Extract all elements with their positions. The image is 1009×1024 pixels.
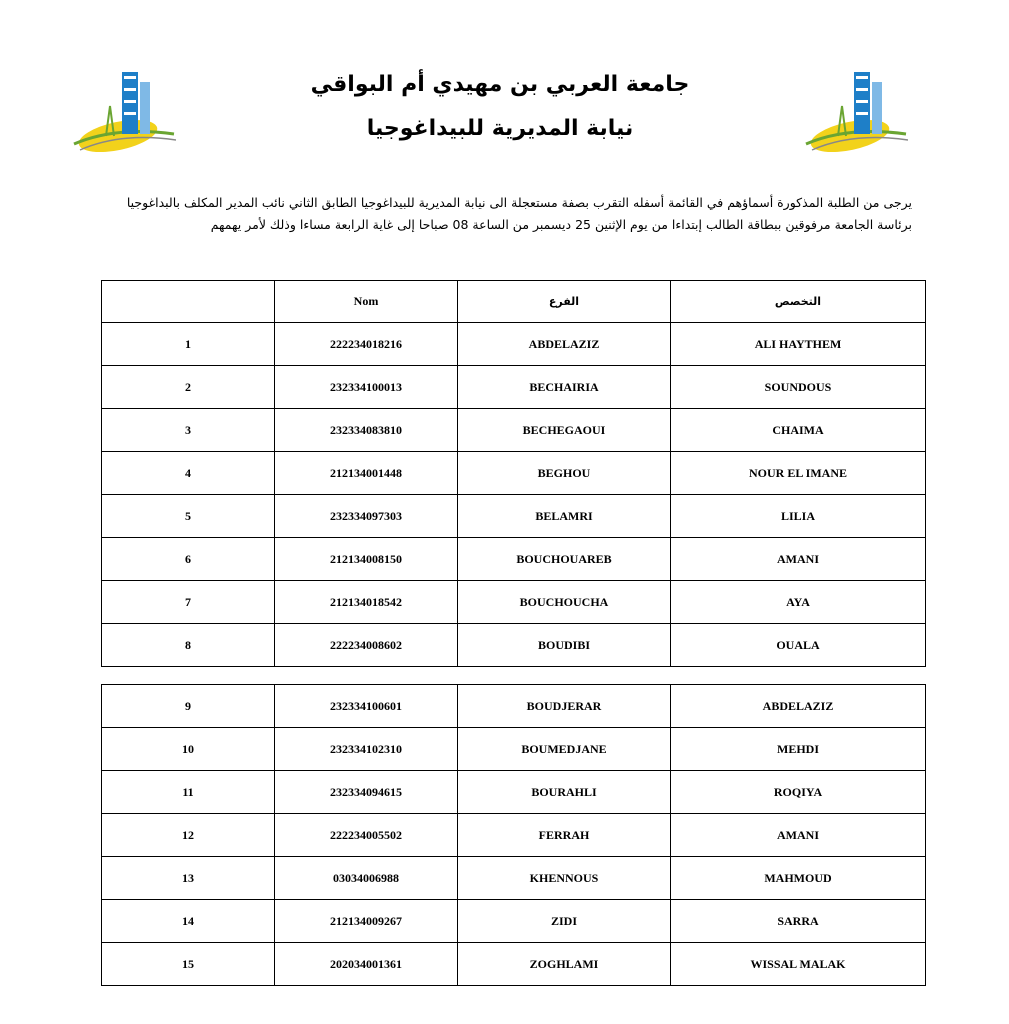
notice-text <box>100 192 912 236</box>
university-logo-icon <box>66 66 176 162</box>
row-firstname: MEHDI <box>671 728 926 771</box>
row-surname: KHENNOUS <box>458 857 671 900</box>
row-id: 212134018542 <box>275 581 458 624</box>
table-row <box>102 581 926 624</box>
table-row <box>102 624 926 667</box>
header-nom: Nom <box>275 281 458 323</box>
row-number: 14 <box>102 900 275 943</box>
table-row <box>102 452 926 495</box>
row-number: 9 <box>102 685 275 728</box>
row-surname: BEGHOU <box>458 452 671 495</box>
row-number: 6 <box>102 538 275 581</box>
students-table-part-2 <box>101 684 926 986</box>
row-id: 232334083810 <box>275 409 458 452</box>
university-logo-left <box>66 66 176 162</box>
row-number: 8 <box>102 624 275 667</box>
row-firstname: LILIA <box>671 495 926 538</box>
row-id: 202034001361 <box>275 943 458 986</box>
row-number: 13 <box>102 857 275 900</box>
table-row <box>102 728 926 771</box>
row-id: 232334097303 <box>275 495 458 538</box>
row-surname: BOURAHLI <box>458 771 671 814</box>
row-id: 222234008602 <box>275 624 458 667</box>
row-firstname: ROQIYA <box>671 771 926 814</box>
row-firstname: AMANI <box>671 538 926 581</box>
row-id: 03034006988 <box>275 857 458 900</box>
row-number: 12 <box>102 814 275 857</box>
row-surname: BOUDJERAR <box>458 685 671 728</box>
row-id: 222234005502 <box>275 814 458 857</box>
table-row <box>102 685 926 728</box>
row-firstname: SARRA <box>671 900 926 943</box>
row-surname: BELAMRI <box>458 495 671 538</box>
row-id: 232334100601 <box>275 685 458 728</box>
row-id: 212134008150 <box>275 538 458 581</box>
row-number: 2 <box>102 366 275 409</box>
header-number <box>102 281 275 323</box>
table-row <box>102 323 926 366</box>
table-row <box>102 900 926 943</box>
row-firstname: AYA <box>671 581 926 624</box>
row-number: 10 <box>102 728 275 771</box>
row-firstname: CHAIMA <box>671 409 926 452</box>
row-firstname: SOUNDOUS <box>671 366 926 409</box>
row-surname: BOUCHOUCHA <box>458 581 671 624</box>
table-row <box>102 495 926 538</box>
row-surname: ABDELAZIZ <box>458 323 671 366</box>
table-row <box>102 409 926 452</box>
table-row <box>102 943 926 986</box>
row-firstname: AMANI <box>671 814 926 857</box>
row-id: 222234018216 <box>275 323 458 366</box>
row-surname: BECHAIRIA <box>458 366 671 409</box>
university-logo-icon <box>798 66 908 162</box>
row-firstname: WISSAL MALAK <box>671 943 926 986</box>
table-row <box>102 771 926 814</box>
row-surname: BECHEGAOUI <box>458 409 671 452</box>
row-surname: BOUDIBI <box>458 624 671 667</box>
row-number: 5 <box>102 495 275 538</box>
department-title: نيابة المديرية للبيداغوجيا <box>366 116 634 141</box>
row-firstname: ABDELAZIZ <box>671 685 926 728</box>
row-number: 7 <box>102 581 275 624</box>
row-surname: ZOGHLAMI <box>458 943 671 986</box>
row-surname: BOUMEDJANE <box>458 728 671 771</box>
row-firstname: MAHMOUD <box>671 857 926 900</box>
row-number: 1 <box>102 323 275 366</box>
table-header-row <box>102 281 926 323</box>
row-id: 232334100013 <box>275 366 458 409</box>
row-number: 4 <box>102 452 275 495</box>
row-id: 212134009267 <box>275 900 458 943</box>
header-branch: الفرع <box>458 281 671 323</box>
table-row <box>102 814 926 857</box>
row-number: 11 <box>102 771 275 814</box>
table-row <box>102 857 926 900</box>
row-number: 15 <box>102 943 275 986</box>
table-row <box>102 538 926 581</box>
row-id: 232334102310 <box>275 728 458 771</box>
table-row <box>102 366 926 409</box>
students-table-part-1 <box>101 280 926 667</box>
notice-line-1: يرجى من الطلبة المذكورة أسماؤهم في القائمة أسفله التقرب بصفة مستعجلة الى نيابة المديرية للبيداغوجيا الطابق الثاني نائب المدير المكلف بالبداغوجيا <box>126 195 912 210</box>
notice-line-2: برئاسة الجامعة مرفوقين ببطاقة الطالب إبتداءا من يوم الإثنين 25 ديسمبر من الساعة 08 صباحا إلى غاية الرابعة مساءا وذلك لأمر يهمهم <box>210 217 912 232</box>
row-firstname: OUALA <box>671 624 926 667</box>
row-number: 3 <box>102 409 275 452</box>
row-firstname: ALI HAYTHEM <box>671 323 926 366</box>
row-id: 212134001448 <box>275 452 458 495</box>
row-id: 232334094615 <box>275 771 458 814</box>
row-surname: BOUCHOUAREB <box>458 538 671 581</box>
university-logo-right <box>798 66 908 162</box>
university-title: جامعة العربي بن مهيدي أم البواقي <box>310 72 690 97</box>
header-specialty: التخصص <box>671 281 926 323</box>
row-surname: FERRAH <box>458 814 671 857</box>
row-firstname: NOUR EL IMANE <box>671 452 926 495</box>
row-surname: ZIDI <box>458 900 671 943</box>
